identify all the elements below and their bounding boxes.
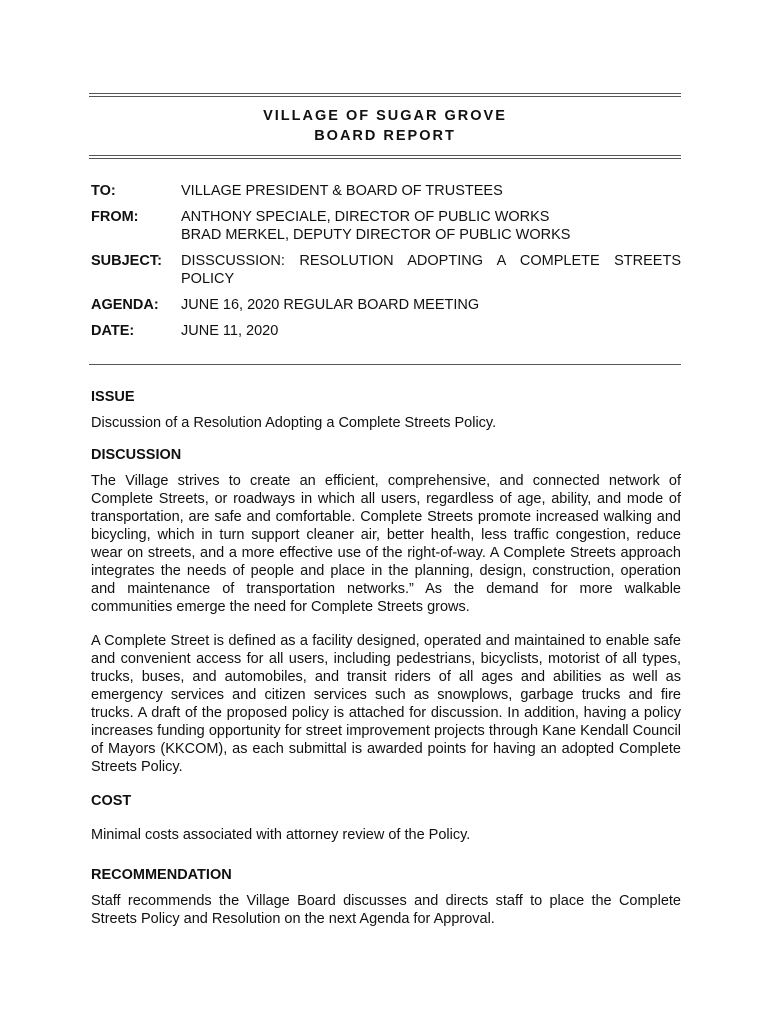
- recommendation-text: Staff recommends the Village Board discusses and directs staff to place the Complete Streets Policy and Resolution on the next Agenda for Approval.: [91, 893, 681, 927]
- header-bottom-rule: [89, 155, 681, 159]
- from-line-1: ANTHONY SPECIALE, DIRECTOR OF PUBLIC WORKS: [181, 209, 550, 225]
- date-row: [91, 322, 681, 340]
- recommendation-heading: RECOMMENDATION: [91, 867, 232, 883]
- issue-text: Discussion of a Resolution Adopting a Complete Streets Policy.: [91, 415, 497, 431]
- issue-heading: ISSUE: [91, 389, 135, 405]
- subject-row: [91, 252, 681, 288]
- to-value: VILLAGE PRESIDENT & BOARD OF TRUSTEES: [181, 183, 503, 199]
- from-label: FROM:: [91, 209, 139, 225]
- body-content: [91, 388, 681, 928]
- from-row: [91, 208, 681, 244]
- subject-label: SUBJECT:: [91, 253, 162, 269]
- memo-block: [91, 182, 681, 340]
- discussion-paragraph-2: A Complete Street is defined as a facility designed, operated and maintained to enable safe and convenient access for all users, including pedestrians, bicyclists, motorist of all types, trucks, buses, and automobiles, and transit riders of all ages and abilities as well as emergency services and citizen services such as snowplows, garbage trucks and fire trucks. A draft of the proposed policy is attached for discussion. In addition, having a policy increases funding opportunity for street improvement projects through Kane Kendall Council of Mayors (KKCOM), as each submittal is awarded points for having an adopted Complete Streets Policy.: [91, 633, 681, 775]
- agenda-label: AGENDA:: [91, 297, 159, 313]
- to-label: TO:: [91, 183, 116, 199]
- header-top-rule: [89, 93, 681, 97]
- memo-bottom-rule: [89, 364, 681, 365]
- date-value: JUNE 11, 2020: [181, 323, 279, 339]
- date-label: DATE:: [91, 323, 135, 339]
- from-line-2: BRAD MERKEL, DEPUTY DIRECTOR OF PUBLIC WORKS: [181, 227, 571, 243]
- report-title: BOARD REPORT: [314, 128, 456, 144]
- cost-heading: COST: [91, 793, 132, 809]
- cost-text: Minimal costs associated with attorney review of the Policy.: [91, 827, 471, 843]
- to-row: [91, 182, 681, 200]
- agenda-row: [91, 296, 681, 314]
- discussion-heading: DISCUSSION: [91, 447, 182, 463]
- discussion-paragraph-1: The Village strives to create an efficient, comprehensive, and connected network of Complete Streets, or roadways in which all users, regardless of age, ability, and mode of transportation, are safe and comfortable. Complete Streets promote increased walking and bicycling, which in turn support cleaner air, better health, less traffic congestion, reduce wear on streets, and a more effective use of the right-of-way. A Complete Streets approach integrates the needs of people and place in the planning, design, construction, operation and maintenance of transportation networks.” As the demand for more walkable communities emerge the need for Complete Streets grows.: [91, 473, 681, 615]
- org-title: VILLAGE OF SUGAR GROVE: [263, 108, 507, 124]
- subject-value: DISSCUSSION: RESOLUTION ADOPTING A COMPLETE STREETS POLICY: [181, 253, 681, 287]
- agenda-value: JUNE 16, 2020 REGULAR BOARD MEETING: [181, 297, 480, 313]
